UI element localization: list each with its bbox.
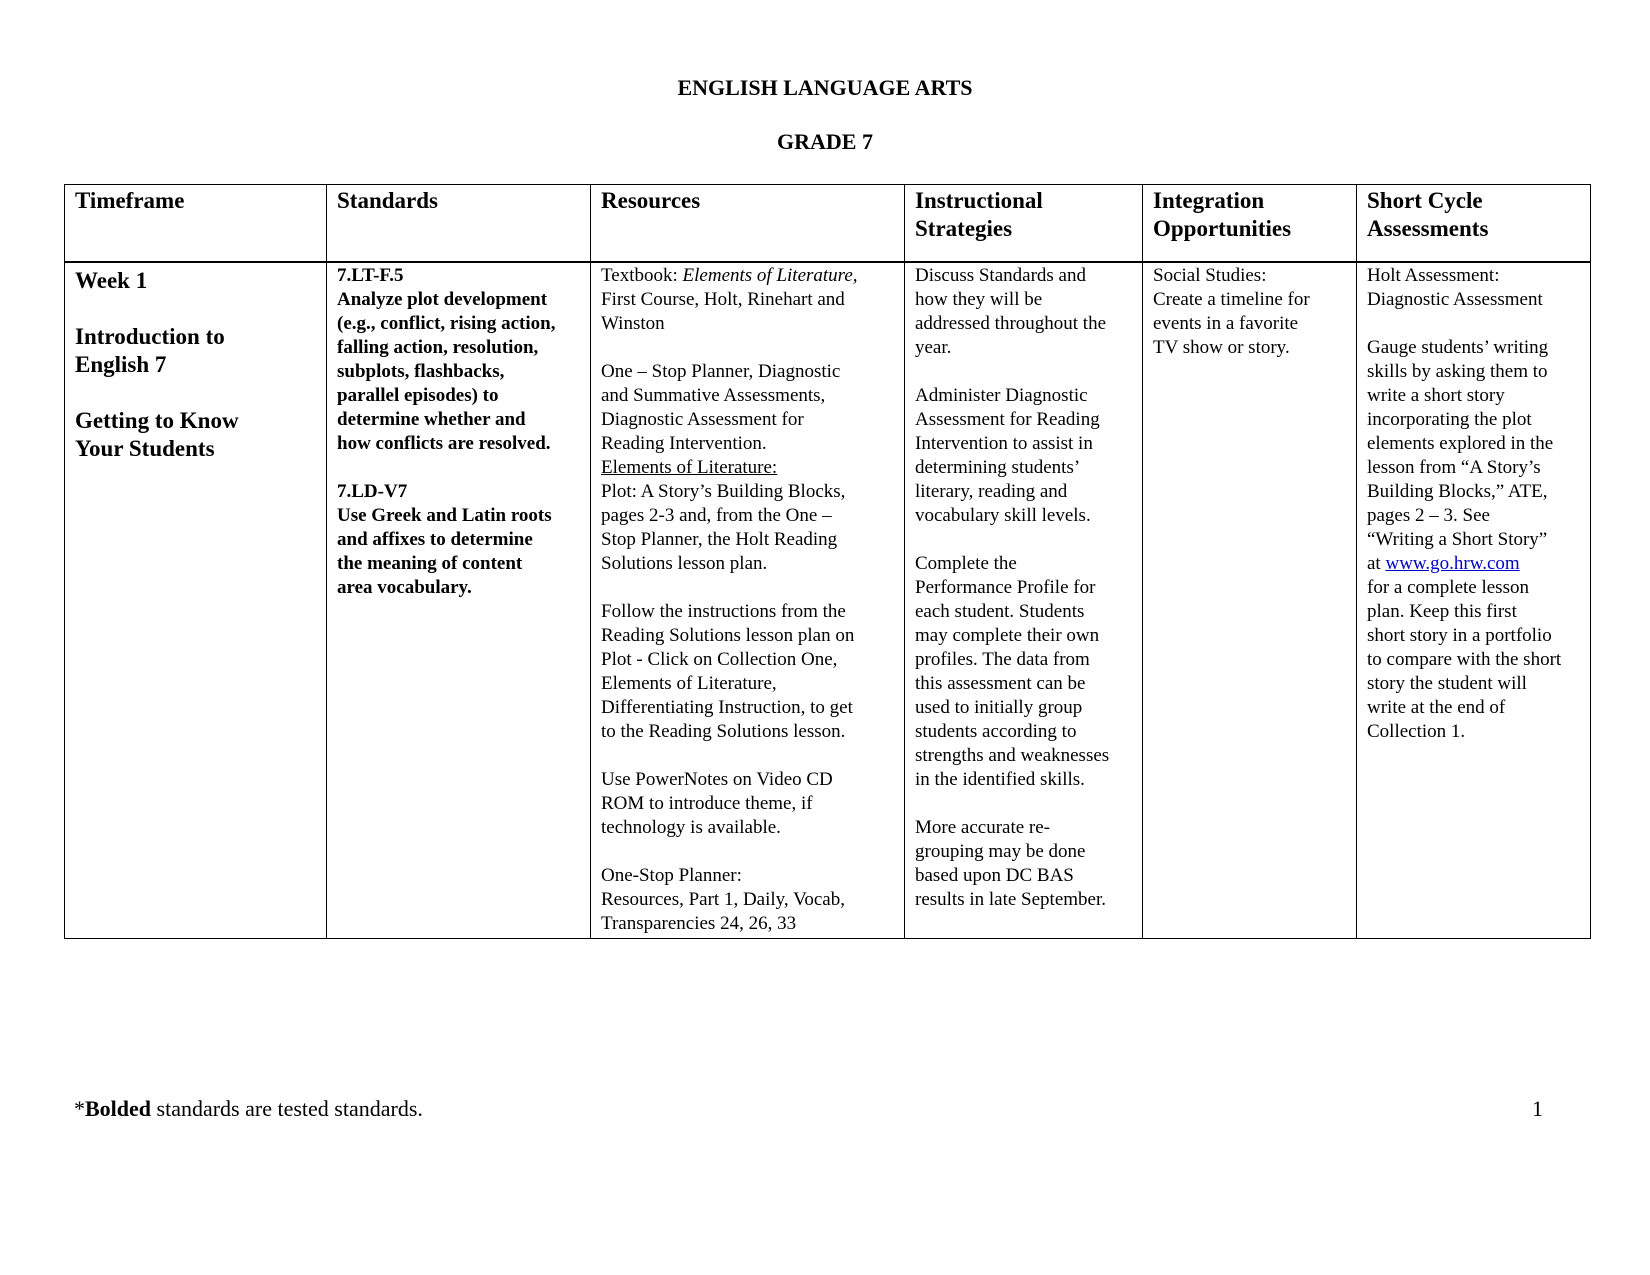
hrw-link[interactable]: www.go.hrw.com [1385, 553, 1520, 574]
unit-subtitle: Getting to Know Your Students [75, 408, 239, 461]
cell-standards [327, 262, 591, 939]
resource-one-stop-planner: One-Stop Planner: Resources, Part 1, Daily, Vocab, Transparencies 24, 26, 33 [601, 865, 845, 934]
cell-timeframe [65, 262, 327, 939]
standard-text: Analyze plot development (e.g., conflict, rising action, falling action, resolution, subplots, flashbacks, parallel episodes) to determine whether and how conflicts are resolved. [337, 289, 556, 454]
standard-code: 7.LT-F.5 [337, 265, 404, 286]
header-short-cycle-assessments: Short Cycle Assessments [1357, 185, 1591, 263]
integration-paragraph: Social Studies: Create a timeline for events in a favorite TV show or story. [1153, 265, 1310, 358]
resource-follow-instructions: Follow the instructions from the Reading Solutions lesson plan on Plot - Click on Collection One, Elements of Literature, Differentiating Instruction, to get to the Reading Solutions lesson. [601, 601, 855, 742]
header-standards: Standards [327, 185, 591, 263]
header-timeframe: Timeframe [65, 185, 327, 263]
textbook-title: Elements of Literature, [682, 265, 858, 286]
document-title: ENGLISH LANGUAGE ARTS [677, 75, 973, 100]
footer-note: *Bolded standards are tested standards. [74, 1096, 423, 1121]
strategy-paragraph: Administer Diagnostic Assessment for Reading Intervention to assist in determining students’ literary, reading and vocabulary skill levels. [915, 385, 1100, 526]
unit-title: Introduction to English 7 [75, 324, 225, 377]
footer-bold-word: Bolded [85, 1096, 152, 1121]
table-header-row [65, 185, 1591, 263]
header-instructional-strategies: Instructional Strategies [905, 185, 1143, 263]
cell-integration-opportunities [1143, 262, 1357, 939]
resource-one-stop: One – Stop Planner, Diagnostic and Summative Assessments, Diagnostic Assessment for Reading Intervention. [601, 361, 841, 454]
resource-textbook: Textbook: Elements of Literature, First Course, Holt, Rinehart and Winston [601, 265, 858, 334]
cell-resources [591, 262, 905, 939]
resource-powernotes: Use PowerNotes on Video CD ROM to introduce theme, if technology is available. [601, 769, 833, 838]
grade-heading: GRADE 7 [777, 129, 873, 154]
strategy-paragraph: Complete the Performance Profile for each student. Students may complete their own profiles. The data from this assessment can be used to initially group students according to strengths and weaknesses in the identified skills. [915, 553, 1110, 790]
curriculum-table [64, 184, 1591, 939]
resource-elements-heading: Elements of Literature: [601, 457, 778, 478]
assessment-paragraph: Gauge students’ writing skills by asking them to write a short story incorporating the plot elements explored in the lesson from “A Story’s Building Blocks,” ATE, pages 2 – 3. See “Writing a Short Story” at www.go.hrw.com for a complete lesson plan. Keep this first short story in a portfolio to compare with the short story the student will write at the end of Collection 1. [1367, 337, 1562, 742]
standard-text: Use Greek and Latin roots and affixes to determine the meaning of content area vocabulary. [337, 505, 552, 598]
cell-short-cycle-assessments [1357, 262, 1591, 939]
strategy-paragraph: Discuss Standards and how they will be addressed throughout the year. [915, 265, 1107, 358]
header-integration-opportunities: Integration Opportunities [1143, 185, 1357, 263]
page-number: 1 [1532, 1096, 1543, 1121]
cell-instructional-strategies [905, 262, 1143, 939]
table-row [65, 262, 1591, 939]
standard-code: 7.LD-V7 [337, 481, 408, 502]
header-resources: Resources [591, 185, 905, 263]
week-label: Week 1 [75, 268, 148, 293]
assessment-paragraph: Holt Assessment: Diagnostic Assessment [1367, 265, 1543, 310]
strategy-paragraph: More accurate re- grouping may be done based upon DC BAS results in late September. [915, 817, 1107, 910]
resource-plot: Plot: A Story’s Building Blocks, pages 2-3 and, from the One – Stop Planner, the Holt Reading Solutions lesson plan. [601, 481, 846, 574]
